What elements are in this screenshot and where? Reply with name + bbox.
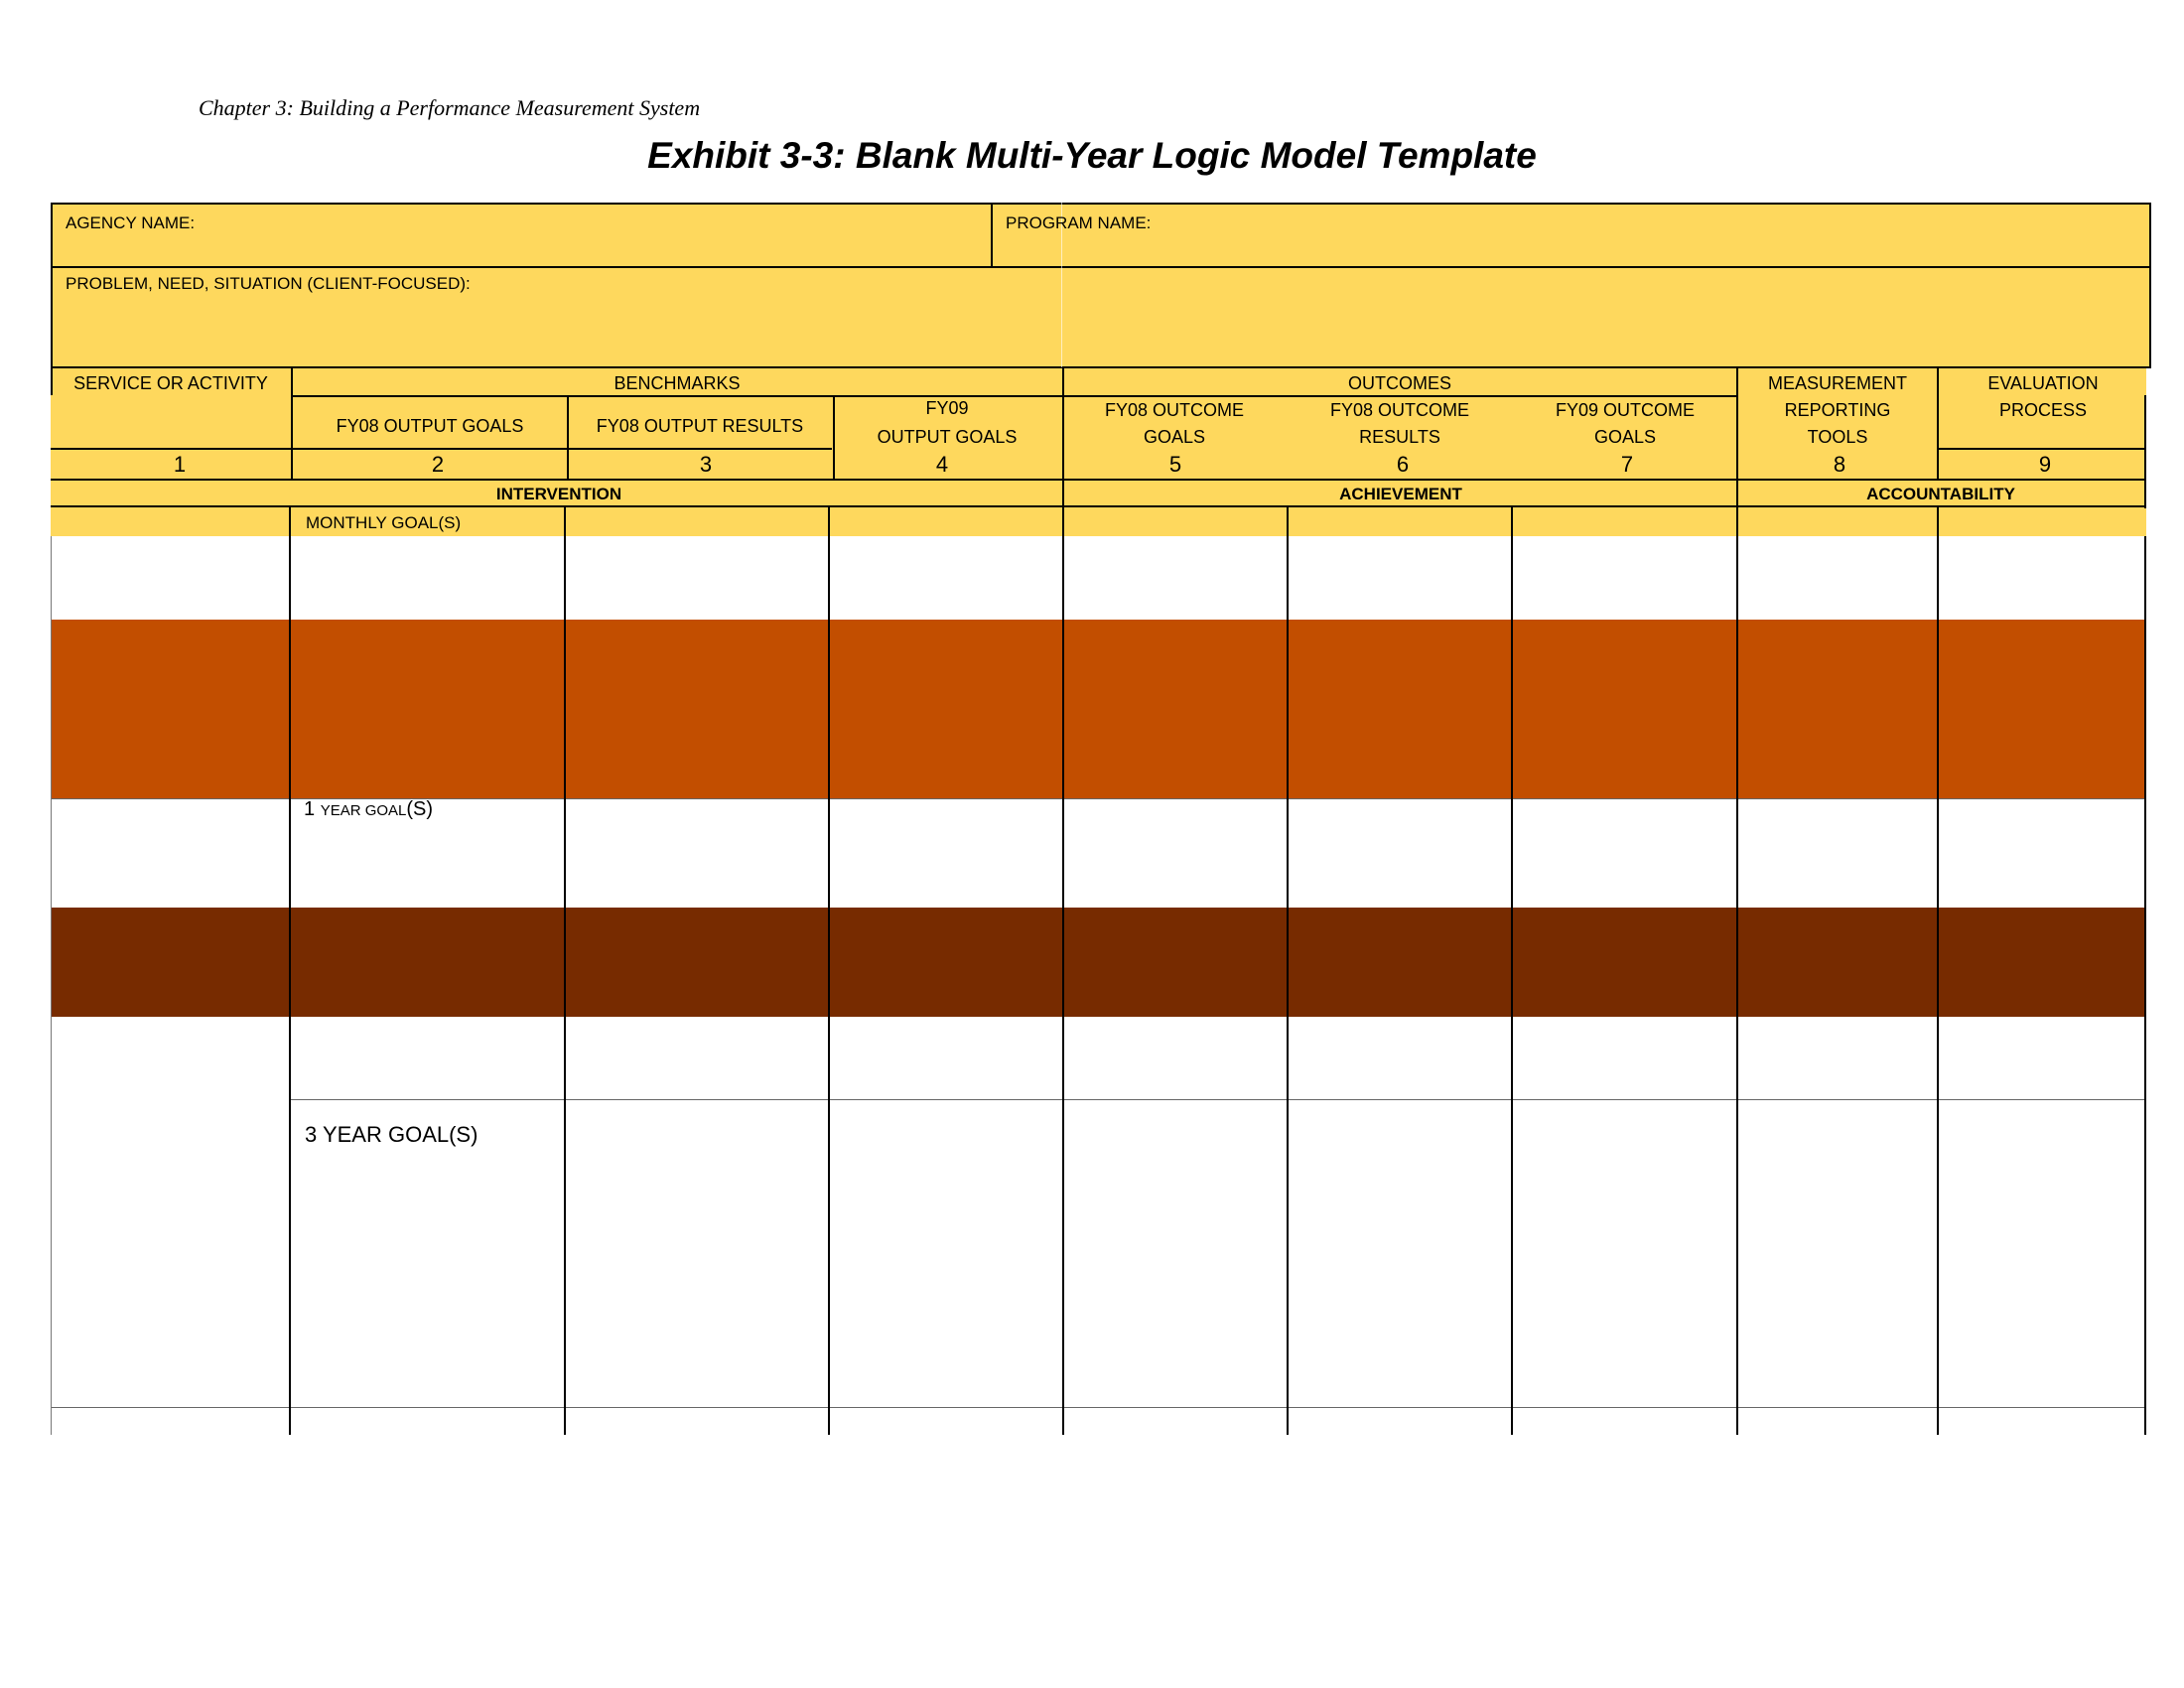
rule (51, 479, 2146, 481)
chapter-heading: Chapter 3: Building a Performance Measurement System (199, 95, 701, 120)
agency-name-label: AGENCY NAME: (66, 213, 196, 232)
row-one-year-label: YEAR GOAL (320, 802, 407, 819)
divider (291, 366, 293, 480)
col-number-2: 2 (431, 452, 445, 477)
divider (828, 505, 830, 1435)
col-number-1: 1 (173, 452, 187, 477)
row-one-year-number: 1 (304, 798, 316, 820)
rule (1937, 448, 2146, 450)
group-achievement: ACHIEVEMENT (1339, 485, 1462, 503)
divider (1937, 505, 1939, 1435)
divider (1736, 505, 1738, 1435)
divider (289, 505, 291, 1435)
col-measurement-line1: MEASUREMENT (1767, 373, 1908, 393)
brown-band (51, 908, 2146, 1017)
divider (991, 203, 993, 267)
divider (833, 395, 835, 480)
col-fy08-output-results: FY08 OUTPUT RESULTS (596, 416, 804, 436)
group-intervention: INTERVENTION (495, 485, 622, 503)
col-number-3: 3 (699, 452, 713, 477)
col-fy08-outcome-goals-line1: FY08 OUTCOME (1104, 400, 1245, 420)
divider (567, 395, 569, 480)
border (51, 366, 53, 395)
program-name-label: PROGRAM NAME: (1006, 213, 1152, 232)
problem-label: PROBLEM, NEED, SITUATION (CLIENT-FOCUSED): (66, 274, 471, 293)
border (2149, 203, 2151, 367)
row-three-year-goals: 3 YEAR GOAL(S) (305, 1122, 478, 1147)
col-fy08-outcome-results-line2: RESULTS (1359, 427, 1440, 447)
orange-band (51, 620, 2146, 798)
rule (51, 1407, 2146, 1408)
divider (564, 505, 566, 1435)
border (51, 203, 53, 367)
col-measurement-line2: REPORTING (1784, 400, 1891, 420)
col-fy09-output-line2: OUTPUT GOALS (877, 427, 1018, 447)
col-fy09-outcome-goals-line1: FY09 OUTCOME (1555, 400, 1696, 420)
divider (1736, 366, 1738, 506)
col-benchmarks-header: BENCHMARKS (614, 373, 741, 393)
group-accountability: ACCOUNTABILITY (1866, 485, 2015, 503)
divider (1511, 505, 1513, 1435)
col-measurement-line3: TOOLS (1807, 427, 1868, 447)
rule (51, 448, 832, 450)
row-one-year-suffix: (S) (406, 798, 434, 820)
divider (1937, 366, 1939, 480)
col-number-9: 9 (2038, 452, 2052, 477)
col-number-8: 8 (1833, 452, 1846, 477)
col-fy09-output-line1: FY09 (925, 398, 969, 418)
col-number-7: 7 (1620, 452, 1634, 477)
col-outcomes-header: OUTCOMES (1347, 373, 1452, 393)
rule (292, 395, 1737, 397)
col-fy08-outcome-goals-line2: GOALS (1143, 427, 1206, 447)
col-service-header: SERVICE OR ACTIVITY (73, 373, 268, 393)
rule (51, 505, 2146, 507)
rule (290, 1099, 2146, 1100)
border (2144, 536, 2146, 1435)
page-title: Exhibit 3-3: Blank Multi-Year Logic Model Template (647, 135, 1537, 176)
col-evaluation-line1: EVALUATION (1987, 373, 2099, 393)
border (51, 536, 52, 1435)
divider (1062, 366, 1064, 506)
row-monthly-goals: MONTHLY GOAL(S) (306, 513, 462, 532)
col-number-5: 5 (1168, 452, 1182, 477)
col-number-6: 6 (1396, 452, 1410, 477)
rule (51, 366, 2151, 368)
border (2144, 395, 2146, 508)
col-evaluation-line2: PROCESS (1998, 400, 2088, 420)
col-fy09-outcome-goals-line2: GOALS (1593, 427, 1657, 447)
col-number-4: 4 (935, 452, 949, 477)
col-fy08-output-goals: FY08 OUTPUT GOALS (336, 416, 524, 436)
divider (1062, 505, 1064, 1435)
col-fy08-outcome-results-line1: FY08 OUTCOME (1329, 400, 1470, 420)
rule (51, 266, 2151, 268)
row-one-year-goals (304, 799, 433, 819)
divider (1287, 505, 1289, 1435)
rule (51, 203, 2151, 205)
